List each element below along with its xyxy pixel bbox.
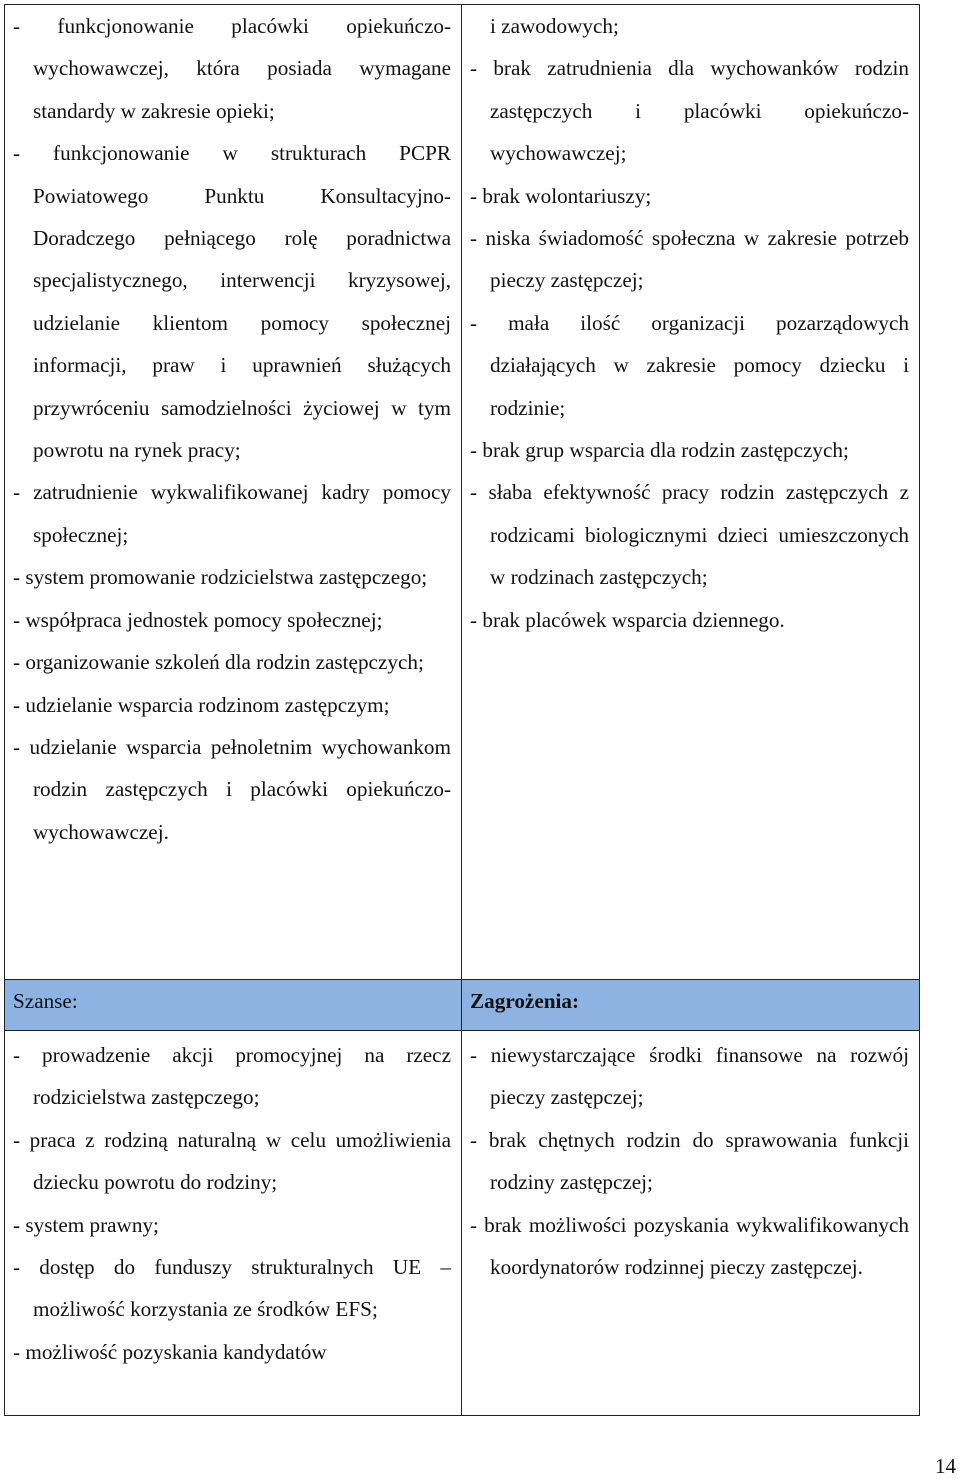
opportunities-header: Szanse: xyxy=(13,989,78,1013)
threat-item: - brak możliwości pozyskania wykwalifikowanych koordynatorów rodzinnej pieczy zastępczej. xyxy=(470,1212,909,1280)
threat-item: - niewystarczające środki finansowe na rozwój pieczy zastępczej; xyxy=(470,1043,909,1110)
opportunity-item: - możliwość pozyskania kandydatów xyxy=(13,1339,327,1364)
strength-item: - funkcjonowanie placówki opiekuńczo-wychowawczej, która posiada wymagane standardy w zakresie opieki; xyxy=(13,14,451,123)
weakness-item: - brak placówek wsparcia dziennego. xyxy=(470,607,785,632)
threats-header: Zagrożenia: xyxy=(470,989,580,1013)
strength-item: - funkcjonowanie w strukturach PCPR Powiatowego Punktu Konsultacyjno-Doradczego pełniącego rolę poradnictwa specjalistycznego, interwencji kryzysowej, udzielanie klientom pomocy społecznej informacji, praw i uprawnień służących przywróceniu samodzielności życiowej w tym powrotu na rynek pracy; xyxy=(13,141,451,463)
threats-cell xyxy=(462,1031,920,1416)
opportunity-item: - system prawny; xyxy=(13,1212,159,1237)
threats-header-cell xyxy=(462,980,920,1031)
opportunities-threats-row xyxy=(5,1031,920,1416)
opportunity-item: - dostęp do funduszy strukturalnych UE – możliwość korzystania ze środków EFS; xyxy=(13,1255,451,1322)
strength-item: - współpraca jednostek pomocy społecznej; xyxy=(13,607,383,632)
header-row xyxy=(5,980,920,1031)
weakness-item: - słaba efektywność pracy rodzin zastępczych z rodzicami biologicznymi dzieci umieszczonych w rodzinach zastępczych; xyxy=(470,480,909,590)
opportunities-header-cell xyxy=(5,980,462,1031)
weakness-item: - brak wolontariuszy; xyxy=(470,183,652,208)
strengths-cell xyxy=(5,5,462,980)
weakness-continuation: i zawodowych; xyxy=(490,14,619,38)
strength-item: - organizowanie szkoleń dla rodzin zastępczych; xyxy=(13,650,424,675)
weakness-item: - brak zatrudnienia dla wychowanków rodzin zastępczych i placówki opiekuńczo-wychowawczej; xyxy=(470,56,909,166)
opportunity-item: - praca z rodziną naturalną w celu umożliwienia dziecku powrotu do rodziny; xyxy=(13,1127,451,1195)
strength-item: - udzielanie wsparcia rodzinom zastępczym; xyxy=(13,692,390,717)
page-number: 14 xyxy=(935,1454,956,1478)
weaknesses-cell xyxy=(462,5,920,980)
strengths-weaknesses-row xyxy=(5,5,920,980)
weakness-item: - brak grup wsparcia dla rodzin zastępczych; xyxy=(470,438,849,463)
strength-item: - udzielanie wsparcia pełnoletnim wychowankom rodzin zastępczych i placówki opiekuńczo-wychowawczej. xyxy=(13,734,451,844)
opportunities-cell xyxy=(5,1031,462,1416)
strength-item: - zatrudnienie wykwalifikowanej kadry pomocy społecznej; xyxy=(13,480,451,547)
weakness-item: - mała ilość organizacji pozarządowych działających w zakresie pomocy dziecku i rodzinie; xyxy=(470,310,909,420)
weakness-item: - niska świadomość społeczna w zakresie potrzeb pieczy zastępczej; xyxy=(470,226,909,293)
swot-table xyxy=(4,4,920,1416)
threat-item: - brak chętnych rodzin do sprawowania funkcji rodziny zastępczej; xyxy=(470,1127,909,1195)
opportunity-item: - prowadzenie akcji promocyjnej na rzecz rodzicielstwa zastępczego; xyxy=(13,1043,451,1110)
strength-item: - system promowanie rodzicielstwa zastępczego; xyxy=(13,565,428,590)
